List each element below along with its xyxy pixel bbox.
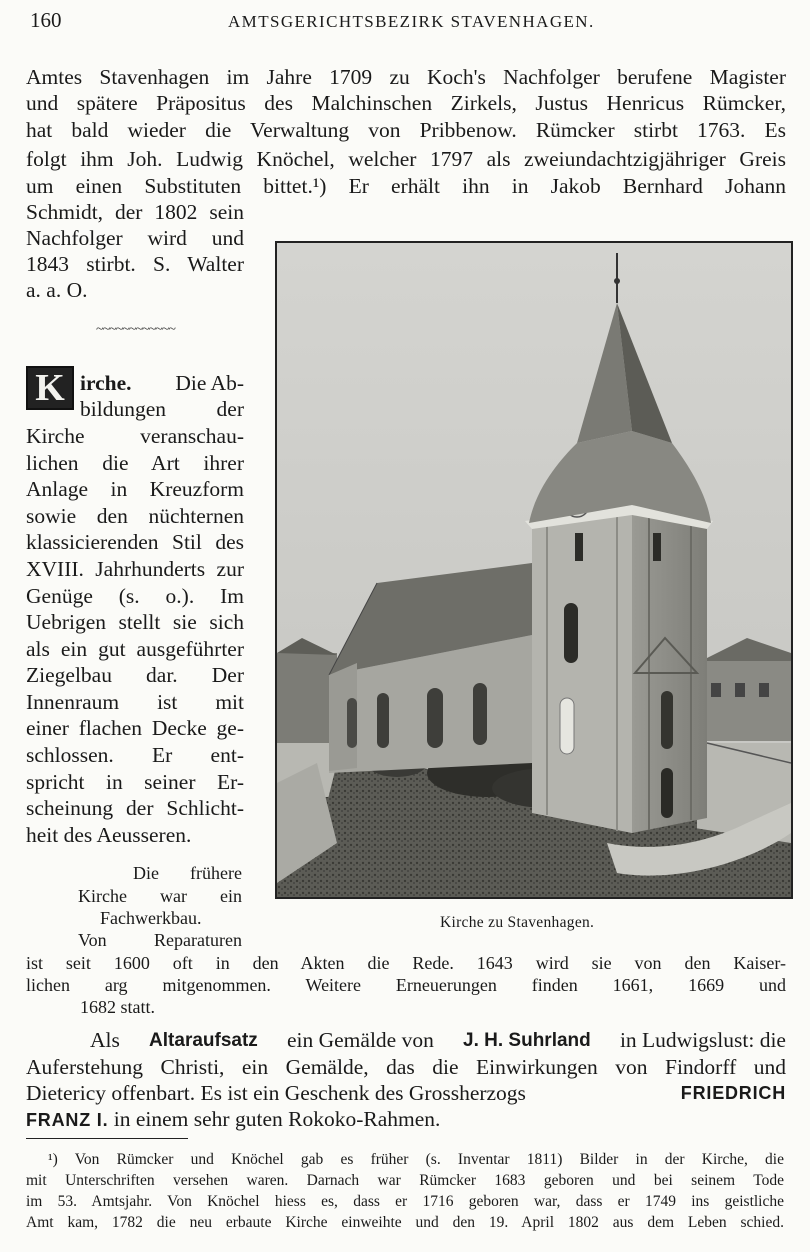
- drop-cap-initial: K: [26, 366, 74, 410]
- text-line: bildungen der: [80, 397, 244, 421]
- altar-line-3: [26, 1081, 786, 1106]
- footnote-line: ¹) Von Rümcker und Knöchel gab es früher (s. Inventar 1811) Bilder in der Kirche, die: [48, 1151, 784, 1168]
- text-line: Innenraum ist mit: [26, 690, 244, 714]
- text-line: Anlage in Kreuzform: [26, 477, 244, 501]
- text-line: einer flachen Decke ge-: [26, 716, 244, 740]
- text-line: 1843 stirbt. S. Walter: [26, 252, 244, 276]
- painter-name: J. H. Suhrland: [463, 1030, 591, 1051]
- text-line: Die Ab-: [175, 371, 244, 395]
- footnote-line: mit Unterschriften versehen waren. Darnach war Rümcker 1683 geboren und bei seinem Tode: [26, 1172, 784, 1189]
- text-line: scheinung der Schlicht-: [26, 796, 244, 820]
- figure-caption: Kirche zu Stavenhagen.: [440, 914, 595, 931]
- text-line: XVIII. Jahrhunderts zur: [26, 557, 244, 581]
- text-line: als ein gut ausgeführter: [26, 637, 244, 661]
- text-line: heit des Aeusseren.: [26, 823, 192, 847]
- text-line: lichen die Art ihrer: [26, 451, 244, 475]
- running-title: AMTSGERICHTSBEZIRK STAVENHAGEN.: [228, 12, 595, 31]
- text-line: Amtes Stavenhagen im Jahre 1709 zu Koch's Nachfolger berufene Magister: [26, 65, 786, 89]
- text-line: Uebrigen stellt sie sich: [26, 610, 244, 634]
- text-line: lichen arg mitgenommen. Weitere Erneuerungen finden 1661, 1669 und: [26, 975, 786, 995]
- text-span: in einem sehr guten Rokoko-Rahmen.: [113, 1107, 441, 1131]
- text-line: Von Reparaturen: [78, 930, 242, 950]
- text-line: schlossen. Er ent-: [26, 743, 244, 767]
- text-line: sowie den nüchternen: [26, 504, 244, 528]
- text-line: folgt ihm Joh. Ludwig Knöchel, welcher 1797 als zweiundachtzigjähriger Greis: [26, 147, 786, 171]
- text-line: Ziegelbau dar. Der: [26, 663, 244, 687]
- text-line: Genüge (s. o.). Im: [26, 584, 244, 608]
- altar-line-1: [26, 1028, 786, 1053]
- grand-duke-name: FRIEDRICH: [680, 1083, 786, 1103]
- text-line: 1682 statt.: [80, 997, 155, 1017]
- text-span: Dietericy offenbart. Es ist ein Geschenk des Grossherzogs: [26, 1081, 526, 1105]
- text-line: Nachfolger wird und: [26, 226, 244, 250]
- text-line: ist seit 1600 oft in den Akten die Rede. 1643 wird sie von den Kaiser-: [26, 953, 786, 973]
- text-line: klassicierenden Stil des: [26, 530, 244, 554]
- text-line: Fachwerkbau.: [100, 908, 202, 928]
- footnote-line: Amt kam, 1782 die neu erbaute Kirche einweihte und den 19. April 1802 aus dem Leben schied.: [26, 1214, 784, 1231]
- footnote-line: im 53. Amtsjahr. Von Knöchel hiess es, dass er 1716 geboren war, dass er 1749 ins geistliche: [26, 1193, 784, 1210]
- section-ornament: ~~~~~~~~~~~~: [96, 322, 175, 337]
- text-span: Als: [90, 1028, 120, 1052]
- church-illustration: [277, 243, 791, 897]
- footnote-rule: [26, 1138, 188, 1139]
- text-span: in Ludwigslust: die: [619, 1028, 786, 1052]
- text-line: um einen Substituten bittet.¹) Er erhält ihn in Jakob Bernhard Johann: [26, 174, 786, 198]
- text-line: Schmidt, der 1802 sein: [26, 200, 244, 224]
- text-line: Auferstehung Christi, ein Gemälde, das die Einwirkungen von Findorff und: [26, 1055, 786, 1079]
- church-photograph: [275, 241, 793, 899]
- text-span: ein Gemälde von: [286, 1028, 434, 1052]
- altar-line-4: [26, 1107, 440, 1133]
- text-line: Kirche war ein: [78, 886, 242, 906]
- text-line: a. a. O.: [26, 278, 88, 302]
- kirche-lead-word: irche.: [80, 371, 132, 395]
- text-line: und spätere Präpositus des Malchinschen Zirkels, Justus Henricus Rümcker,: [26, 91, 786, 115]
- text-line: hat bald wieder die Verwaltung von Pribbenow. Rümcker stirbt 1763. Es: [26, 118, 786, 142]
- text-line: Kirche veranschau-: [26, 424, 244, 448]
- text-line: Die frühere: [133, 863, 242, 883]
- page-number: 160: [30, 8, 62, 32]
- grand-duke-name: FRANZ I.: [26, 1110, 109, 1130]
- text-line: spricht in seiner Er-: [26, 770, 244, 794]
- altar-keyword: Altaraufsatz: [149, 1030, 258, 1051]
- kirche-first-line: [80, 371, 244, 396]
